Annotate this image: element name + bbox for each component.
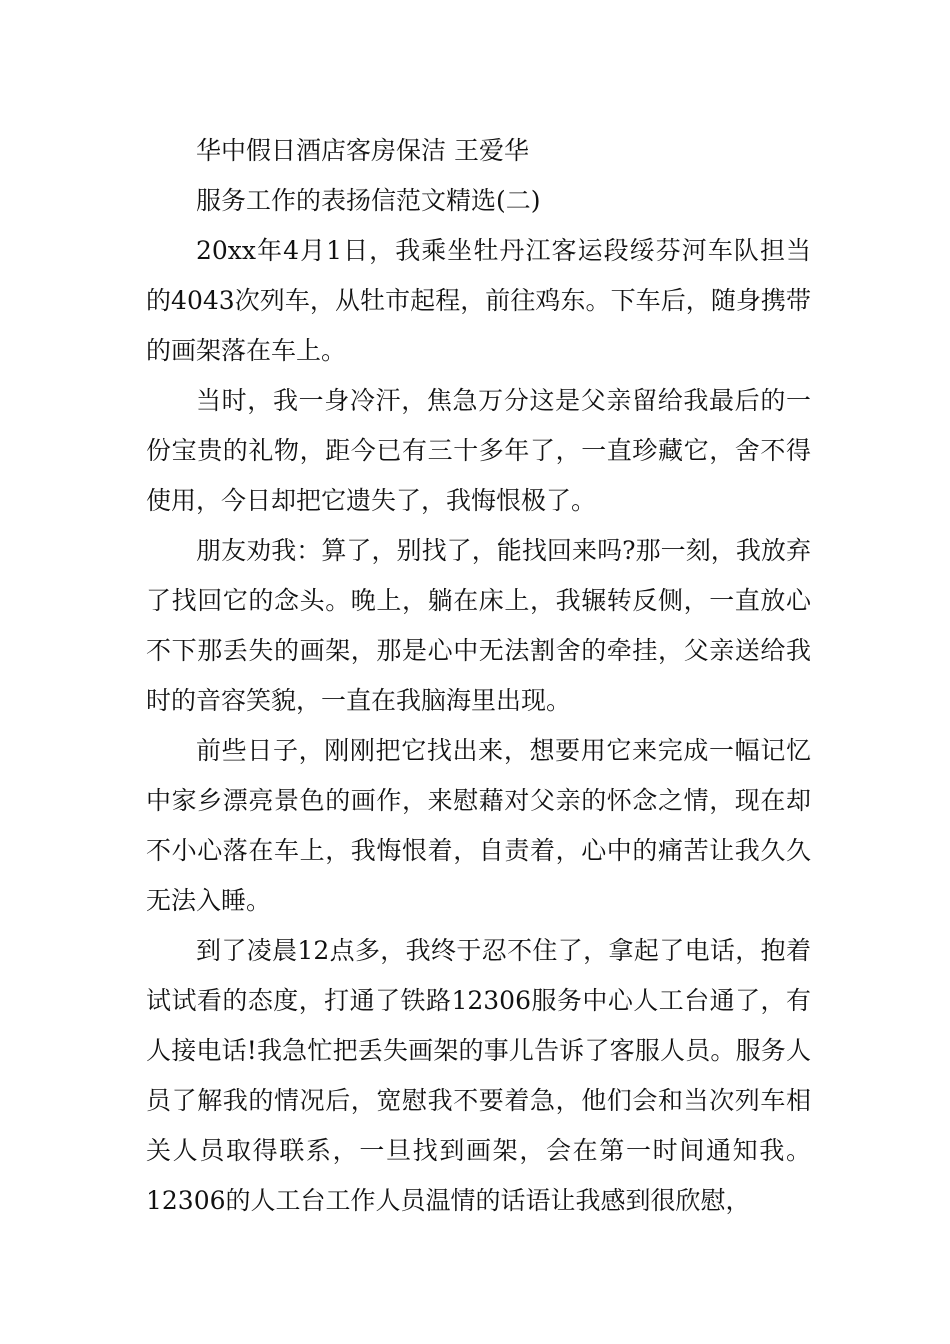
paragraph: 朋友劝我：算了，别找了，能找回来吗?那一刻，我放弃了找回它的念头。晚上，躺在床上，我辗转反侧，一直放心不下那丢失的画架，那是心中无法割舍的牵挂，父亲送给我时的音容笑貌，一直在我脑海里出现。 bbox=[146, 536, 811, 715]
paragraph: 前些日子，刚刚把它找出来，想要用它来完成一幅记忆中家乡漂亮景色的画作，来慰藉对父亲的怀念之情，现在却不小心落在车上，我悔恨着，自责着，心中的痛苦让我久久无法入睡。 bbox=[146, 736, 811, 915]
document-heading: 服务工作的表扬信范文精选(二) bbox=[196, 186, 541, 215]
paragraph: 到了凌晨12点多，我终于忍不住了，拿起了电话，抱着试试看的态度，打通了铁路12306服务中心人工台通了，有人接电话!我急忙把丢失画架的事儿告诉了客服人员。服务人员了解我的情况后，宽慰我不要着急，他们会和当次列车相关人员取得联系，一旦找到画架，会在第一时间通知我。12306的人工台工作人员温情的话语让我感到很欣慰， bbox=[146, 936, 811, 1215]
signature-line: 华中假日酒店客房保洁 王爱华 bbox=[196, 136, 529, 165]
paragraph: 当时，我一身冷汗，焦急万分这是父亲留给我最后的一份宝贵的礼物，距今已有三十多年了，一直珍藏它，舍不得使用，今日却把它遗失了，我悔恨极了。 bbox=[146, 386, 811, 515]
paragraph: 20xx年4月1日，我乘坐牡丹江客运段绥芬河车队担当的4043次列车，从牡市起程，前往鸡东。下车后，随身携带的画架落在车上。 bbox=[146, 236, 811, 365]
document-body bbox=[146, 126, 811, 1226]
